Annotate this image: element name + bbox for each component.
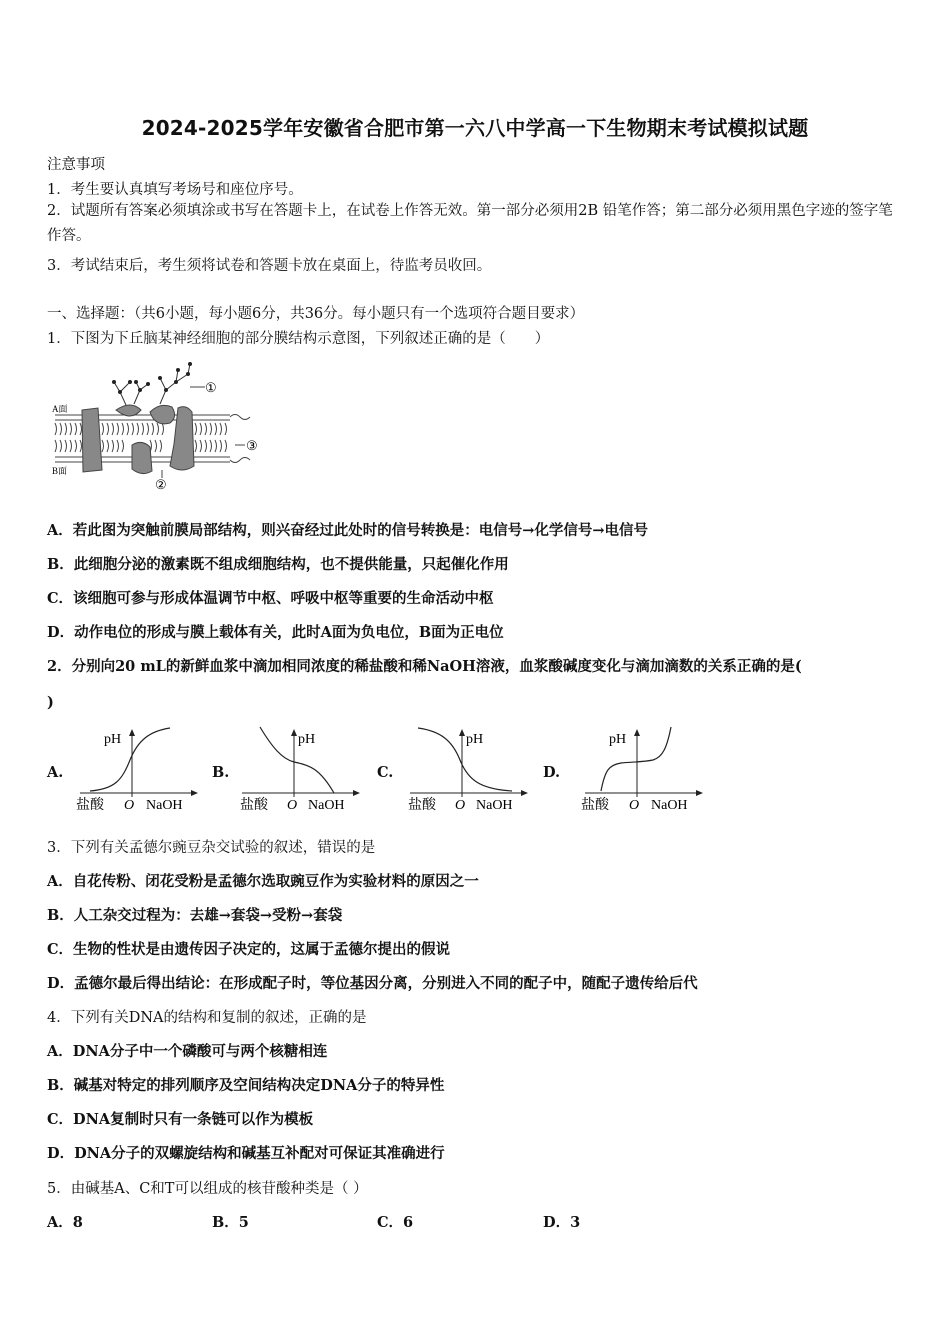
section-heading: 一、选择题：（共6小题，每小题6分，共36分。每小题只有一个选项符合题目要求）: [47, 306, 585, 322]
axis-arrows: [129, 729, 198, 796]
right-label: NaOH: [651, 798, 688, 813]
ph-curve: [418, 728, 512, 791]
left-label: 盐酸: [408, 798, 436, 813]
peripheral-protein: [132, 442, 152, 473]
marker-3: ③: [246, 438, 258, 453]
question-4-option: A．DNA分子中一个磷酸可与两个核糖相连: [47, 1043, 328, 1060]
marker-1: ①: [205, 380, 217, 395]
graph-b-option: B.: [212, 764, 230, 781]
question-1-option: C．该细胞可参与形成体温调节中枢、呼吸中枢等重要的生命活动中枢: [47, 590, 494, 607]
transmembrane-protein: [82, 408, 102, 472]
notice-heading: 注意事项: [47, 157, 105, 173]
y-label: pH: [466, 732, 484, 747]
membrane-diagram: [50, 360, 265, 495]
sugar-residues: [112, 362, 192, 394]
graph-c: [400, 725, 530, 815]
question-3-option: B．人工杂交过程为：去雄→套袋→受粉→套袋: [47, 907, 343, 924]
question-4-option: D．DNA分子的双螺旋结构和碱基互补配对可保证其准确进行: [47, 1145, 445, 1162]
y-label: pH: [104, 732, 122, 747]
page-title: 2024-2025学年安徽省合肥市第一六八中学高一下生物期末考试模拟试题: [141, 116, 809, 140]
side-a-label: A面: [52, 404, 68, 414]
graph-d-option: D.: [543, 764, 561, 781]
right-label: NaOH: [308, 798, 345, 813]
left-label: 盐酸: [240, 798, 268, 813]
y-label: pH: [298, 732, 316, 747]
right-label: NaOH: [476, 798, 513, 813]
question-4-option: B．碱基对特定的排列顺序及空间结构决定DNA分子的特异性: [47, 1077, 445, 1094]
origin-label: O: [287, 798, 298, 813]
question-3-stem: 3．下列有关孟德尔豌豆杂交试验的叙述，错误的是: [47, 840, 376, 856]
origin-label: O: [629, 798, 640, 813]
question-3-option: C．生物的性状是由遗传因子决定的，这属于孟德尔提出的假说: [47, 941, 451, 958]
side-b-label: B面: [52, 466, 68, 476]
graph-a-option: A.: [47, 764, 64, 781]
question-2-stem: 2．分别向20 mL的新鲜血浆中滴加相同浓度的稀盐酸和稀NaOH溶液，血浆酸碱度变化与滴加滴数的关系正确的是(: [47, 658, 802, 675]
left-label: 盐酸: [581, 798, 609, 813]
question-3-option: A．自花传粉、闭花受粉是孟德尔选取豌豆作为实验材料的原因之一: [47, 873, 479, 890]
graph-c-option: C.: [377, 764, 394, 781]
question-4-option: C．DNA复制时只有一条链可以作为模板: [47, 1111, 314, 1128]
surface-protein: [116, 405, 141, 416]
graph-d: [575, 725, 705, 815]
question-2-stem-end: ): [47, 694, 54, 711]
left-label: 盐酸: [76, 798, 104, 813]
question-3-option: D．孟德尔最后得出结论：在形成配子时，等位基因分离，分别进入不同的配子中，随配子遗传给后代: [47, 975, 698, 992]
notice-item: 1．考生要认真填写考场号和座位序号。: [47, 182, 303, 198]
question-1-option: D．动作电位的形成与膜上载体有关，此时A面为负电位，B面为正电位: [47, 624, 504, 641]
graph-a: [70, 725, 200, 815]
ph-curve: [90, 728, 170, 791]
origin-label: O: [124, 798, 135, 813]
question-5-option: C．6: [377, 1214, 414, 1231]
question-5-option: B．5: [212, 1214, 249, 1231]
question-1-stem: 1．下图为下丘脑某神经细胞的部分膜结构示意图，下列叙述正确的是（ ）: [47, 331, 550, 347]
graph-b: [232, 725, 362, 815]
question-1-option: B．此细胞分泌的激素既不组成细胞结构，也不提供能量，只起催化作用: [47, 556, 509, 573]
phospholipid-upper: [55, 415, 230, 435]
origin-label: O: [455, 798, 466, 813]
receptor-protein: [150, 405, 175, 424]
marker-2: ②: [155, 477, 167, 492]
question-5-option: A．8: [47, 1214, 83, 1231]
question-4-stem: 4．下列有关DNA的结构和复制的叙述，正确的是: [47, 1010, 367, 1026]
notice-item: 2．试题所有答案必须填涂或书写在答题卡上，在试卷上作答无效。第一部分必须用2B 铅笔作答；第二部分必须用黑色字迹的签字笔作答。: [47, 203, 893, 244]
right-label: NaOH: [146, 798, 183, 813]
y-label: pH: [609, 732, 627, 747]
question-1-option: A．若此图为突触前膜局部结构，则兴奋经过此处时的信号转换是：电信号→化学信号→电信号: [47, 522, 649, 539]
notice-item: 3．考试结束后，考生须将试卷和答题卡放在桌面上，待监考员收回。: [47, 258, 492, 274]
question-5-stem: 5．由碱基A、C和T可以组成的核苷酸种类是（ ）: [47, 1181, 368, 1197]
question-5-option: D．3: [543, 1214, 581, 1231]
ph-curve: [260, 727, 334, 793]
